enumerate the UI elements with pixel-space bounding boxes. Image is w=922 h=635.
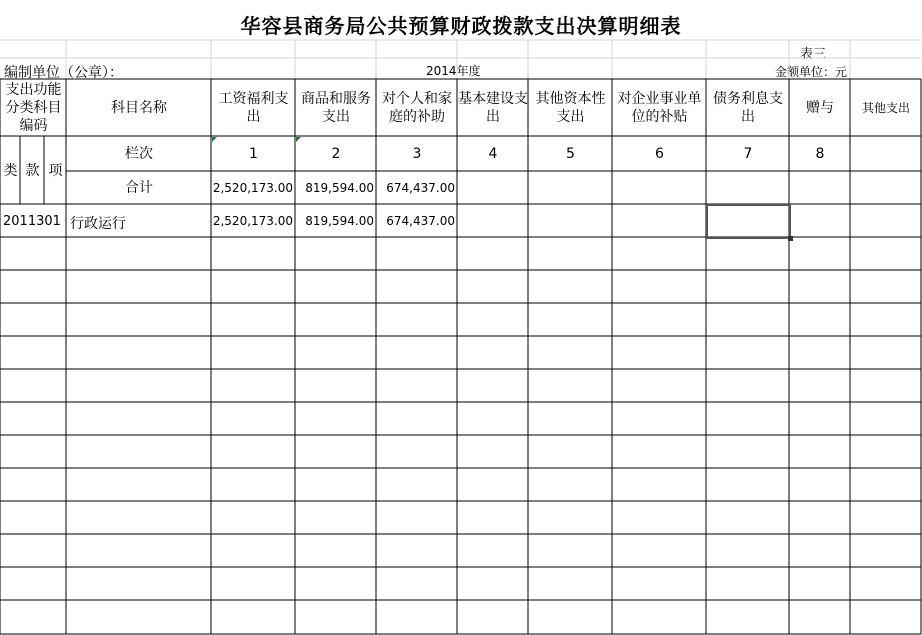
xiang-header: 项 (48, 162, 63, 179)
unit-label: 编制单位（公章）： (4, 65, 123, 81)
col-no-3: 3 (412, 146, 422, 162)
col-header-2: 商品和服务支出 (301, 91, 371, 125)
col-header-4: 基本建设支出 (458, 91, 528, 125)
col-header-3: 对个人和家庭的补助 (382, 91, 452, 125)
col-header-1: 工资福利支出 (218, 91, 289, 125)
col-header-5: 其他资本性支出 (535, 91, 606, 125)
col-header-8: 赠与 (806, 100, 834, 116)
report-title: 华容县商务局公共预算财政拨款支出决算明细表 (240, 14, 682, 38)
total-value-2[interactable]: 819,594.00 (305, 181, 374, 195)
cell-comment-marker (212, 137, 217, 142)
year-label: 2014年度 (426, 64, 481, 78)
subject-name-header: 科目名称 (111, 100, 167, 116)
row-value-2[interactable]: 819,594.00 (305, 214, 374, 228)
col-no-6: 6 (655, 146, 664, 162)
row-name[interactable]: 行政运行 (70, 216, 126, 232)
col-no-2: 2 (331, 146, 341, 162)
row-value-1[interactable]: 2,520,173.00 (212, 214, 293, 228)
col-no-1: 1 (249, 146, 258, 162)
row-code[interactable]: 2011301 (3, 214, 61, 229)
cell-comment-marker (296, 137, 301, 142)
row-value-3[interactable]: 674,437.00 (386, 214, 455, 228)
col-header-9: 其他支出 (861, 101, 910, 115)
amount-unit-label: 金额单位：元 (775, 65, 848, 79)
lei-header: 类 (3, 162, 18, 179)
col-no-5: 5 (566, 146, 575, 162)
col-header-6: 对企业事业单位的补贴 (617, 91, 702, 125)
fill-handle[interactable] (788, 236, 793, 241)
col-no-8: 8 (815, 146, 825, 162)
col-header-7: 债务利息支出 (713, 91, 783, 125)
row-order-label: 栏次 (125, 146, 153, 162)
total-value-3[interactable]: 674,437.00 (386, 181, 455, 195)
total-value-1[interactable]: 2,520,173.00 (212, 181, 293, 195)
total-label: 合计 (125, 180, 153, 196)
table-number: 表三 (800, 47, 827, 62)
col-no-4: 4 (488, 146, 498, 162)
func-code-header: 支出功能分类科目编码 (5, 82, 62, 134)
kuan-header: 款 (25, 162, 40, 179)
selected-cell[interactable] (706, 204, 791, 239)
col-no-7: 7 (743, 146, 753, 162)
